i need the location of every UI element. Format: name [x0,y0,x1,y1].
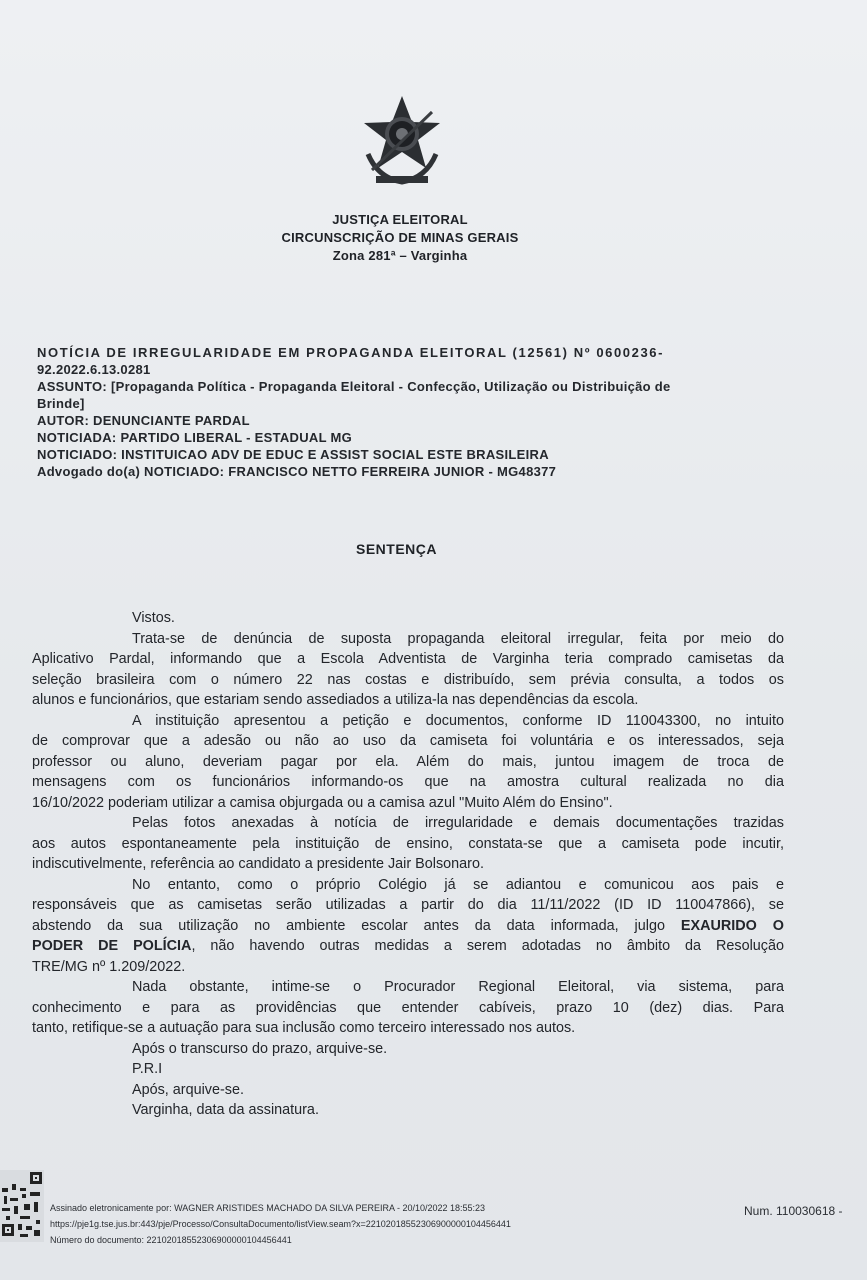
body-line: Trata-se de denúncia de suposta propaganda eleitoral irregular, feita por meio do [132,630,784,647]
brazil-coat-of-arms-icon [358,92,446,190]
body-line: aos autos espontaneamente pela instituição de ensino, constata-se que a camiseta pode incutir, [32,835,784,852]
body-line: professor ou aluno, deveriam pagar por ela. Além do mais, juntou imagem de troca de [32,753,784,770]
body-line: P.R.I [132,1061,163,1077]
body-line: Nada obstante, intime-se o Procurador Regional Eleitoral, via sistema, para [132,979,784,995]
body-line: indiscutivelmente, referência ao candidato a presidente Jair Bolsonaro. [32,856,484,872]
body-line: conhecimento e para as providências que entender cabíveis, prazo 10 (dez) dias. Para [32,999,784,1016]
body-line: TRE/MG nº 1.209/2022. [32,958,186,975]
header-line-1: JUSTIÇA ELEITORAL [332,212,468,227]
body-bold-text: EXAURIDO O [680,917,784,934]
body-line: seleção brasileira com o número 22 nas costas e distribuído, sem prévia consulta, a todos os [32,671,784,688]
body-line: 16/10/2022 poderiam utilizar a camisa objurgada ou a camisa azul "Muito Além do Ensino". [32,794,613,811]
body-line: No entanto, como o próprio Colégio já se adiantou e comunicou aos pais e [132,876,784,893]
case-lawyer: Advogado do(a) NOTICIADO: FRANCISCO NETTO FERREIRA JUNIOR - MG48377 [37,464,557,479]
document-number-text: Número do documento: 22102018552306900000104456441 [50,1235,292,1245]
qr-code-icon [0,1170,44,1242]
court-header [250,211,550,265]
case-subject-line-1: ASSUNTO: [Propaganda Política - Propaganda Eleitoral - Confecção, Utilização ou Distribuição de [37,379,671,394]
body-line: Vistos. [132,610,175,626]
signed-by-text: Assinado eletronicamente por: WAGNER ARISTIDES MACHADO DA SILVA PEREIRA - 20/10/2022 18:55:23 [50,1203,486,1213]
signature-footer [50,1200,690,1248]
page-number-id: Num. 110030618 - [744,1204,843,1218]
body-line: A instituição apresentou a petição e documentos, conforme ID 110043300, no intuito [132,712,784,729]
header-line-3: Zona 281ª – Varginha [332,248,468,263]
body-text: abstendo da sua utilização no ambiente escolar antes da data informada, julgo [32,917,681,934]
body-line: alunos e funcionários, que estariam sendo assediados a utiliza-la nas dependências da escola. [32,692,639,708]
case-subject-line-2: Brinde] [37,396,85,411]
body-line: tanto, retifique-se a autuação para sua inclusão como terceiro interessado nos autos. [32,1020,576,1036]
body-line: responsáveis que as camisetas serão utilizadas a partir do dia 11/11/2022 (ID ID 110047866), se [32,897,784,913]
header-line-2: CIRCUNSCRIÇÃO DE MINAS GERAIS [281,230,519,245]
sentence-title: SENTENÇA [356,541,438,557]
body-line: Varginha, data da assinatura. [132,1102,319,1118]
body-text: , não havendo outras medidas a serem adotadas no âmbito da Resolução [191,938,784,954]
case-title-line-1: NOTÍCIA DE IRREGULARIDADE EM PROPAGANDA ELEITORAL (12561) Nº 0600236- [37,345,665,360]
body-bold-text: PODER DE POLÍCIA [32,938,192,954]
body-line-mixed [32,936,784,957]
document-url-link[interactable]: https://pje1g.tse.jus.br:443/pje/Processo/ConsultaDocumento/listView.seam?x=22102018552306900000104456441 [50,1219,511,1229]
body-line: de comprovar que a adesão ou não ao uso da camiseta foi voluntária e os interessados, seja [32,733,784,749]
body-line-mixed [32,916,784,937]
body-line: Aplicativo Pardal, informando que a Escola Adventista de Varginha teria comprado camisetas da [32,651,784,667]
body-line: Após o transcurso do prazo, arquive-se. [132,1040,388,1057]
case-title-line-2: 92.2022.6.13.0281 [37,362,151,377]
case-info [37,344,767,480]
body-line: Pelas fotos anexadas à notícia de irregularidade e demais documentações trazidas [132,815,784,831]
case-author: AUTOR: DENUNCIANTE PARDAL [37,413,250,428]
case-noticiado: NOTICIADO: INSTITUICAO ADV DE EDUC E ASSIST SOCIAL ESTE BRASILEIRA [37,447,549,462]
body-line: mensagens com os funcionários informando-os que na amostra cultural realizada no dia [32,774,784,790]
case-noticiada: NOTICIADA: PARTIDO LIBERAL - ESTADUAL MG [37,430,353,445]
sentence-body [32,608,784,1121]
body-line: Após, arquive-se. [132,1081,244,1098]
